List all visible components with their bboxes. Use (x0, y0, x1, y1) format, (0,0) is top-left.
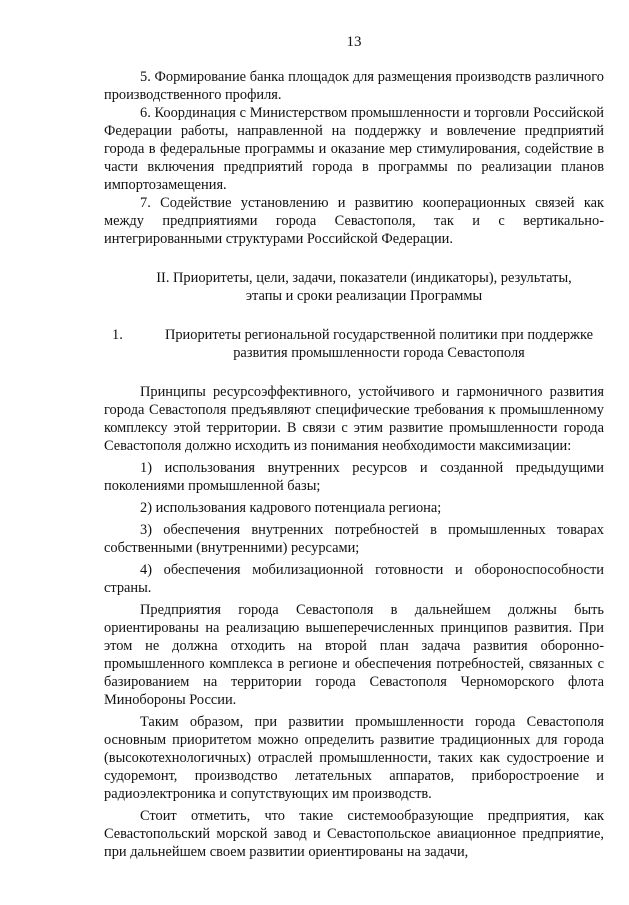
list-item-3: 3) обеспечения внутренних потребностей в промышленных товарах собственными (внутренними) ресурсами; (104, 522, 604, 556)
item-5: 5. Формирование банка площадок для размещения производств различного производственного профиля. (104, 69, 604, 103)
subsection-title-line1: Приоритеты региональной государственной политики при поддержке (164, 327, 594, 343)
subsection-heading (104, 326, 604, 362)
list-item-4: 4) обеспечения мобилизационной готовности и обороноспособности страны. (104, 562, 604, 596)
paragraph-system-enterprises: Стоит отметить, что такие системообразующие предприятия, как Севастопольский морской завод и Севастопольское авиационное предприятие, при дальнейшем своем развитии ориентированы на задачи, (104, 808, 604, 860)
intro-paragraph: Принципы ресурсоэффективного, устойчивого и гармоничного развития города Севастополя предъявляют специфические требования к промышленному комплексу этой территории. В связи с этим развитие промышленности города Севастополя должно исходить из понимания необходимости максимизации: (104, 384, 604, 454)
section-heading-line2: этапы и сроки реализации Программы (245, 288, 483, 304)
spacer (104, 362, 604, 383)
subsection-title (124, 326, 604, 362)
paragraph-enterprises: Предприятия города Севастополя в дальнейшем должны быть ориентированы на реализацию вышеперечисленных принципов развития. При этом не должна отходить на второй план задача развития оборонно-промышленного комплекса в регионе и обеспечения потребностей, связанных с базированием на территории города Севастополя Черноморского флота Минобороны России. (104, 602, 604, 708)
document-page (104, 0, 604, 905)
paragraph-priorities: Таким образом, при развитии промышленности города Севастополя основным приоритетом можно определить развитие традиционных для города (высокотехнологичных) отраслей промышленности, таких как судостроение и судоремонт, производство летательных аппаратов, приборостроение и радиоэлектроника и сопутствующих им производств. (104, 714, 604, 802)
subsection-number: 1. (112, 327, 123, 343)
page-number: 13 (346, 34, 362, 50)
subsection-title-line2: развития промышленности города Севастополя (233, 345, 525, 361)
list-item-2: 2) использования кадрового потенциала региона; (140, 500, 442, 516)
section-heading (104, 269, 604, 305)
document-body (104, 68, 604, 861)
item-7: 7. Содействие установлению и развитию кооперационных связей как между предприятиями города Севастополя, так и с вертикально-интегрированными структурами Российской Федерации. (104, 195, 604, 247)
section-heading-line1: II. Приоритеты, цели, задачи, показатели (индикаторы), результаты, (156, 270, 572, 286)
list-item-1: 1) использования внутренних ресурсов и созданной предыдущими поколениями промышленной базы; (104, 460, 604, 494)
item-6: 6. Координация с Министерством промышленности и торговли Российской Федерации работы, направленной на поддержку и вовлечение предприятий города в федеральные программы и оказание мер стимулирования, содействие в части включения предприятий города в программы по реализации планов импортозамещения. (104, 105, 604, 193)
